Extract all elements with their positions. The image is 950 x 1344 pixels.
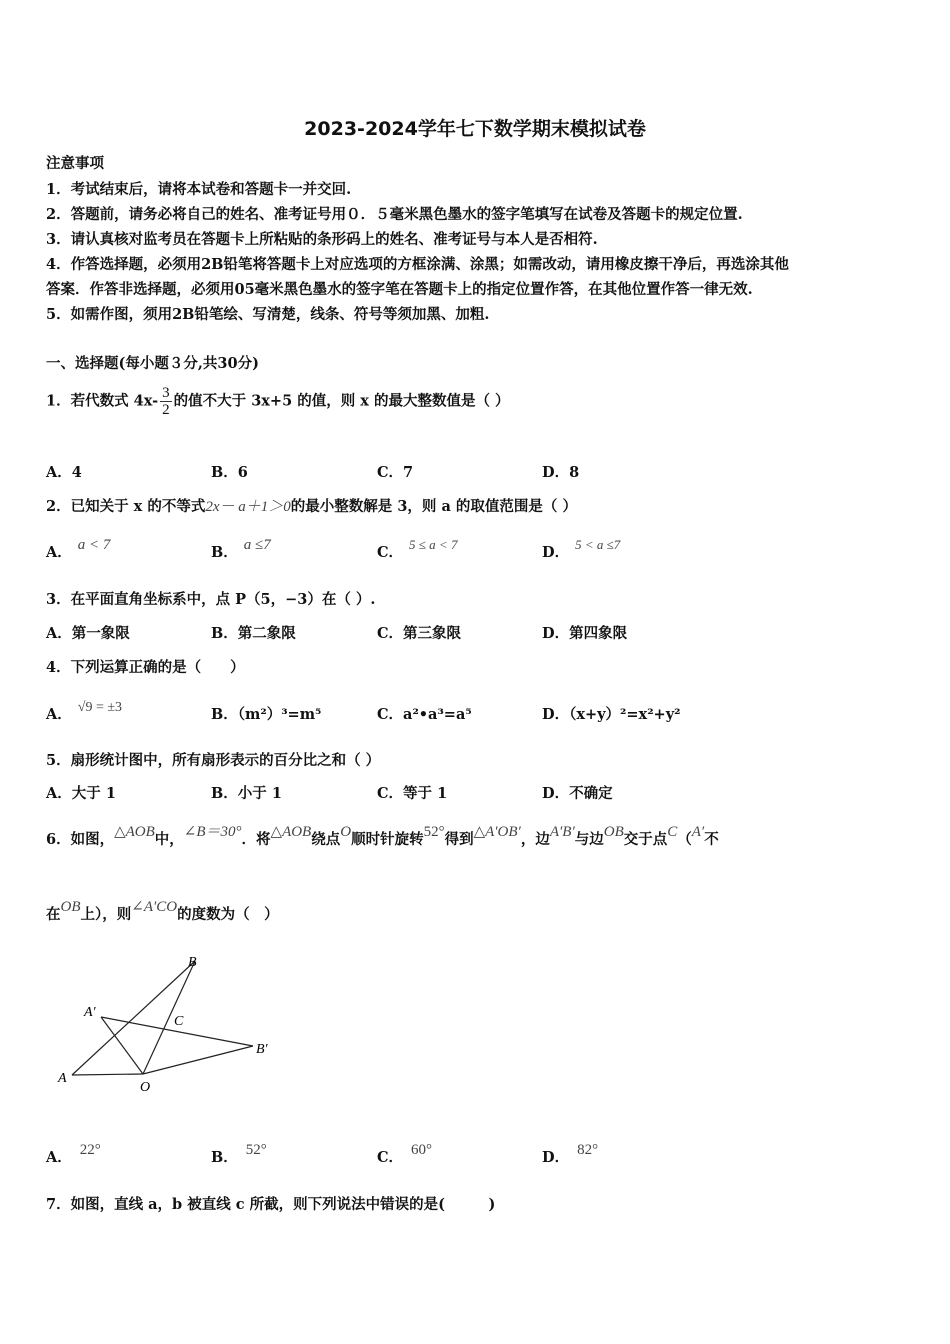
question-6: 6．如图，△AOB中，∠B＝30°．将△AOB绕点O顺时针旋转52°得到△A′OB′，边A′B′与边OB交于点C（A′不 <box>46 824 719 848</box>
notice-line: 4．作答选择题，必须用2B铅笔将答题卡上对应选项的方框涂满、涂黑；如需改动，请用橡皮擦干净后，再选涂其他 <box>46 256 789 273</box>
notice-line: 2．答题前，请务必将自己的姓名、准考证号用０．５毫米黑色墨水的签字笔填写在试卷及答题卡的规定位置. <box>46 206 743 223</box>
question-2: 2．已知关于 x 的不等式2x－ a＋1＞0的最小整数解是 3，则 a 的取值范围是（ ） <box>46 498 577 515</box>
option-b[interactable]: B．（m²）³=m⁵ <box>211 706 322 723</box>
question-4: 4．下列运算正确的是（ ） <box>46 659 245 676</box>
notice-line: 1．考试结束后，请将本试卷和答题卡一并交回. <box>46 181 352 198</box>
option-b[interactable]: B． 52° <box>211 1142 267 1166</box>
option-c[interactable]: C． 60° <box>377 1142 433 1166</box>
option-a[interactable]: A． a < 7 <box>46 537 111 561</box>
notice-line: 5．如需作图，须用2B铅笔绘、写清楚，线条、符号等须加黑、加粗. <box>46 306 490 323</box>
segment-OB <box>143 961 195 1074</box>
label-C: C <box>174 1014 184 1029</box>
option-a[interactable]: A． 22° <box>46 1142 101 1166</box>
question-3: 3．在平面直角坐标系中，点 P（5，−3）在（ ）. <box>46 591 376 608</box>
segment-AO <box>72 1074 143 1075</box>
page-title: 2023-2024学年七下数学期末模拟试卷 <box>304 118 646 140</box>
inequality: 2x－ a＋1＞0 <box>205 499 291 515</box>
option-a[interactable]: A． √9 = ±3 <box>46 700 123 723</box>
option-a[interactable]: A．4 <box>46 464 82 481</box>
option-d[interactable]: D． 5 < a ≤7 <box>542 537 621 561</box>
notice-heading: 注意事项 <box>46 155 104 172</box>
label-A-prime: A′ <box>84 1005 96 1020</box>
option-b[interactable]: B． a ≤7 <box>211 537 271 561</box>
option-d[interactable]: D． 82° <box>542 1142 599 1166</box>
notice-line: 答案．作答非选择题，必须用05毫米黑色墨水的签字笔在答题卡上的指定位置作答，在其他位置作答一律无效. <box>46 281 753 298</box>
question-6-cont: 在OB上），则∠A′CO的度数为（ ） <box>46 899 279 923</box>
label-O: O <box>140 1080 151 1095</box>
option-c[interactable]: C．a²•a³=a⁵ <box>377 706 472 723</box>
option-b[interactable]: B．6 <box>211 464 248 481</box>
question-7: 7．如图，直线 a，b 被直线 c 所截，则下列说法中错误的是( ) <box>46 1196 496 1213</box>
section-heading: 一、选择题(每小题３分,共30分) <box>46 355 259 372</box>
option-b[interactable]: B．小于 1 <box>211 785 282 802</box>
option-c[interactable]: C． 5 ≤ a < 7 <box>377 537 458 561</box>
option-a[interactable]: A．第一象限 <box>46 625 130 642</box>
option-d[interactable]: D．8 <box>542 464 580 481</box>
label-A: A <box>58 1071 67 1086</box>
label-B-prime: B′ <box>256 1042 268 1057</box>
segment-A1O <box>101 1017 143 1074</box>
option-c[interactable]: C．第三象限 <box>377 625 462 642</box>
option-d[interactable]: D．不确定 <box>542 785 613 802</box>
option-c[interactable]: C．7 <box>377 464 414 481</box>
rotation-figure <box>50 948 290 1098</box>
option-a[interactable]: A．大于 1 <box>46 785 116 802</box>
option-c[interactable]: C．等于 1 <box>377 785 448 802</box>
question-5: 5．扇形统计图中，所有扇形表示的百分比之和（ ） <box>46 752 381 769</box>
option-d[interactable]: D．（x+y）²=x²+y² <box>542 706 681 723</box>
fraction: $\frac{3}{2}$ <box>162 385 170 418</box>
notice-line: 3．请认真核对监考员在答题卡上所粘贴的条形码上的姓名、准考证号与本人是否相符. <box>46 231 598 248</box>
question-1: 1．若代数式 4x- $\frac{3}{2}$ 的值不大于 3x+5 的值，则 x 的最大整数值是（ ） <box>46 385 510 418</box>
segment-OB1 <box>143 1046 253 1074</box>
label-B: B <box>188 955 197 970</box>
option-b[interactable]: B．第二象限 <box>211 625 296 642</box>
option-d[interactable]: D．第四象限 <box>542 625 628 642</box>
